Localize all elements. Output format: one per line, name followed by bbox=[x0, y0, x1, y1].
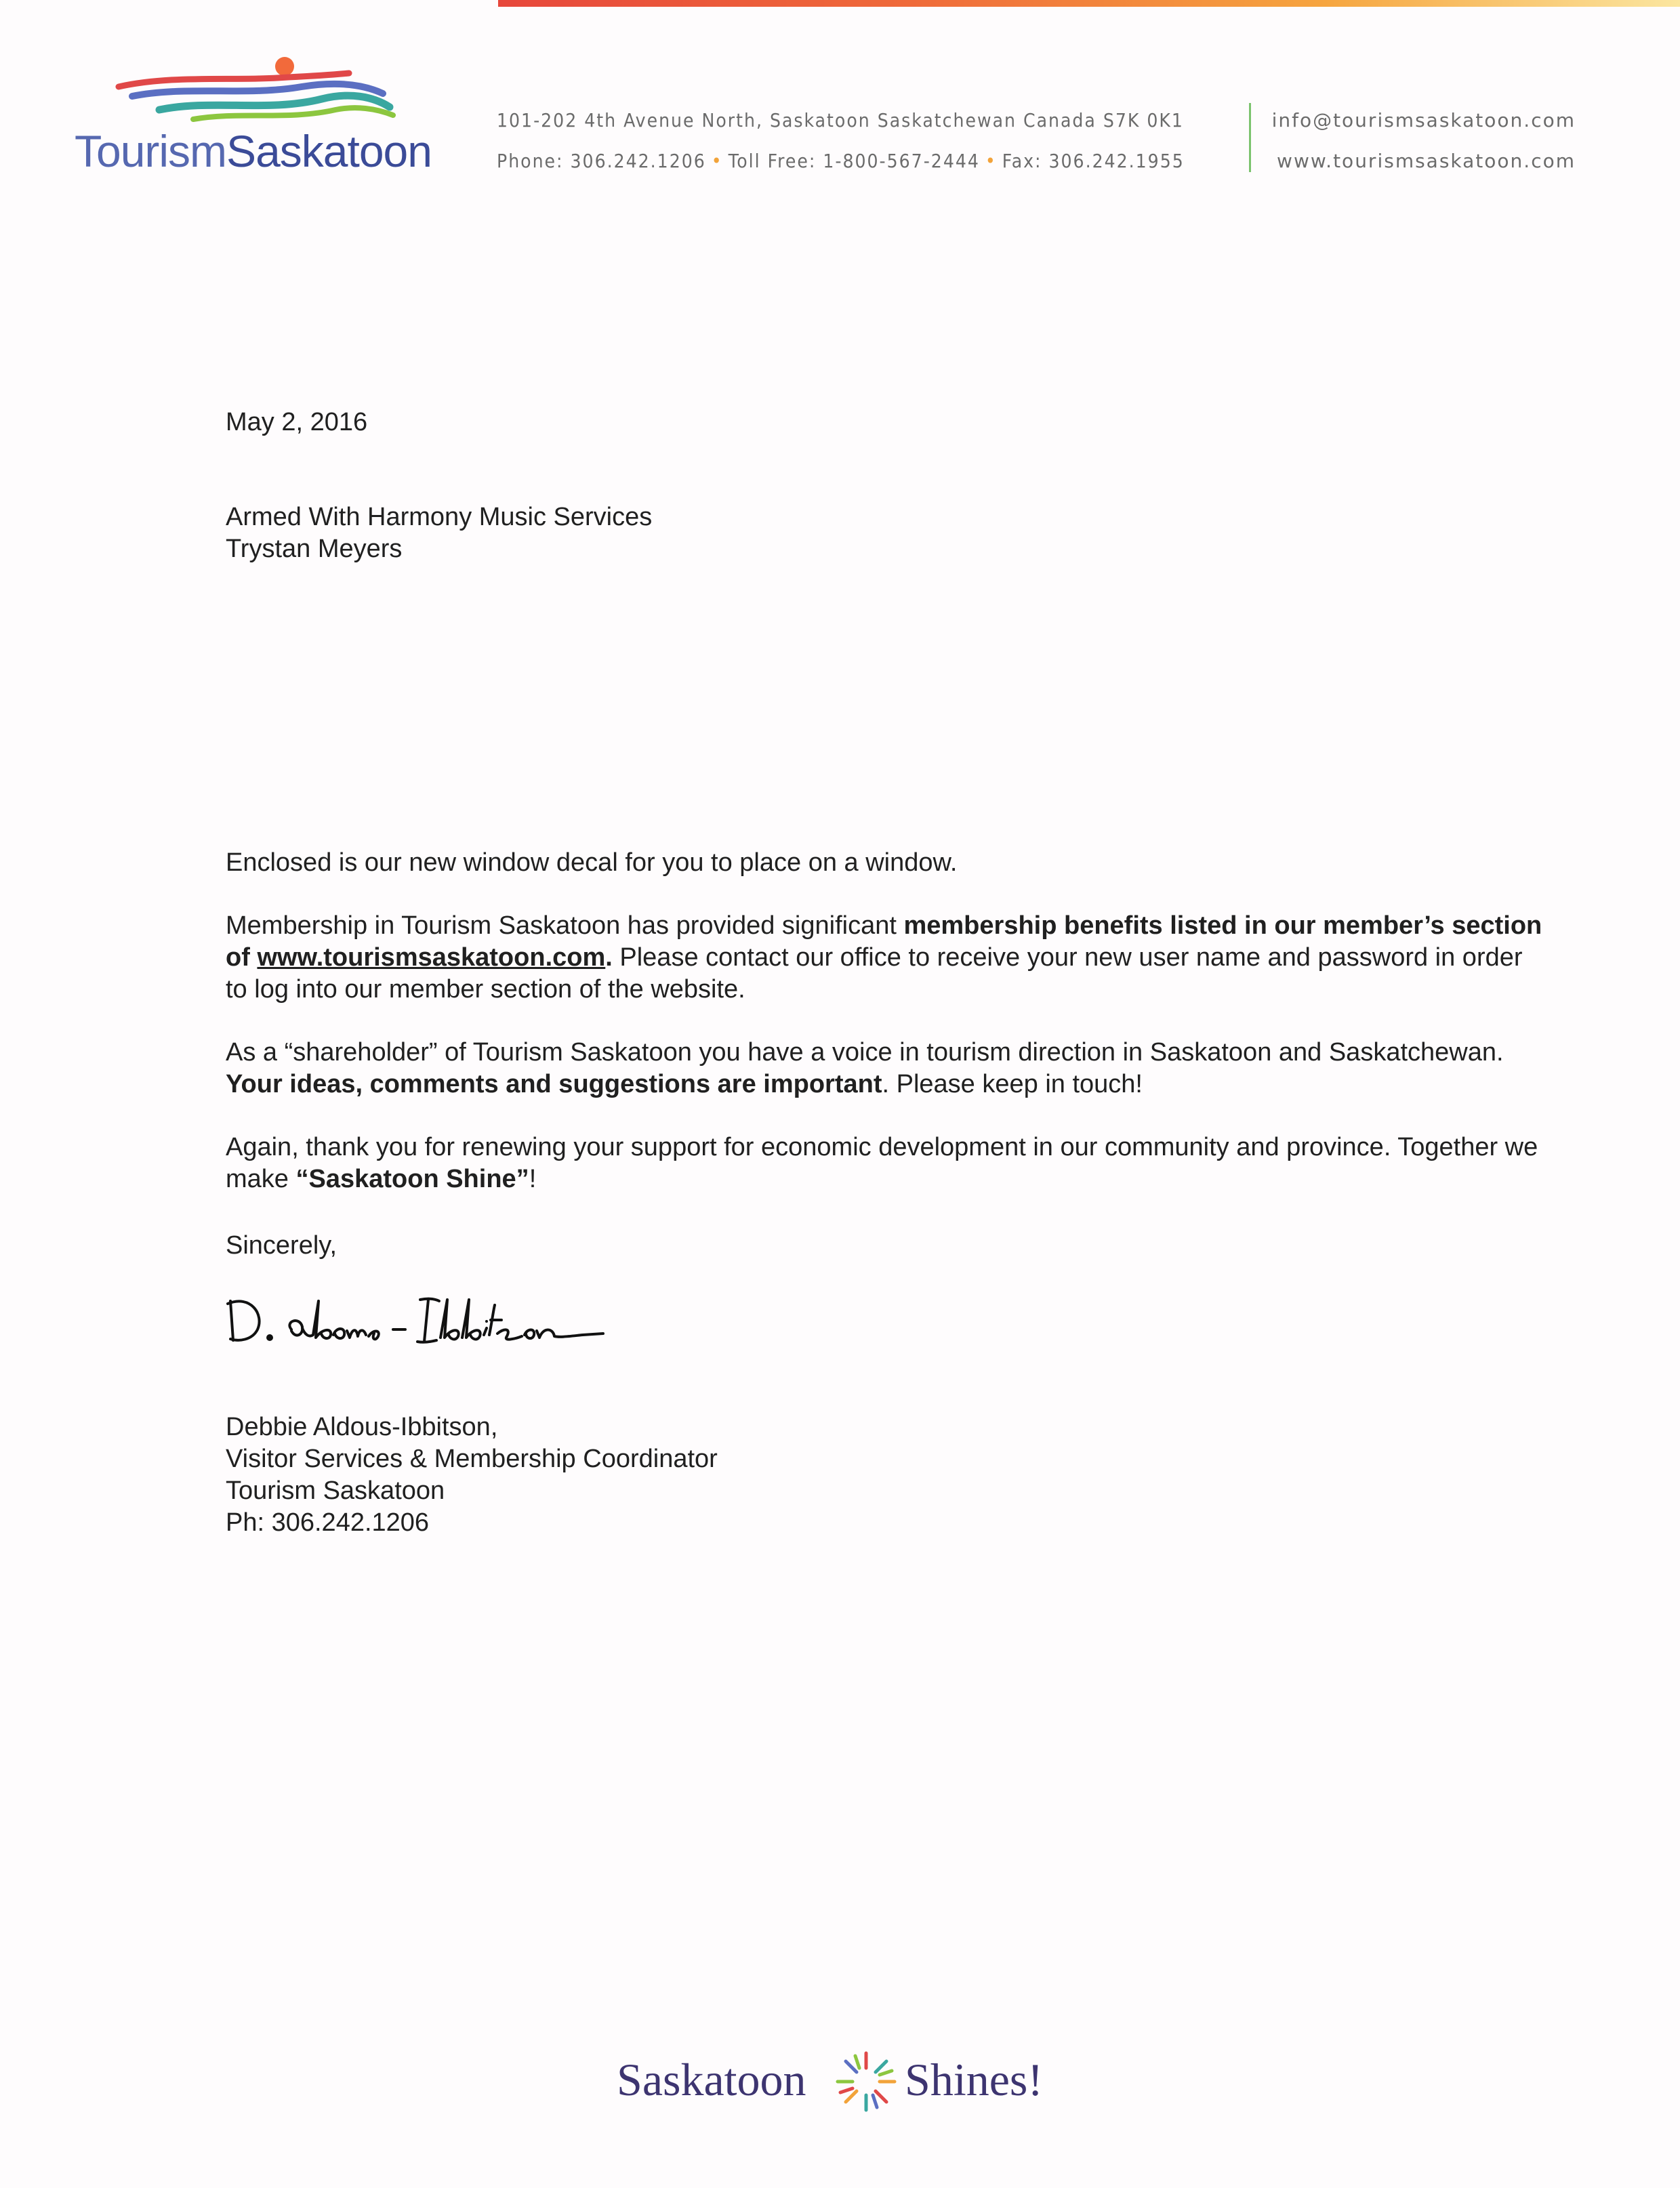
website-link[interactable]: www.tourismsaskatoon.com bbox=[1277, 150, 1576, 172]
contact-online bbox=[1272, 100, 1576, 182]
paragraph-4: Again, thank you for renewing your support for economic development in our community and province. Together we make “Saskatoon Shine”! bbox=[226, 1133, 1538, 1193]
signer-phone: Ph: 306.242.1206 bbox=[226, 1508, 430, 1537]
tourism-saskatoon-logo bbox=[75, 54, 432, 176]
toll-free: Toll Free: 1-800-567-2444 bbox=[728, 150, 980, 172]
bullet-icon: • bbox=[985, 150, 997, 172]
letter-body bbox=[226, 847, 1547, 1226]
website-link-inline[interactable]: www.tourismsaskatoon.com bbox=[257, 943, 606, 972]
signer-block bbox=[226, 1411, 1547, 1539]
top-color-stripe bbox=[498, 0, 1680, 7]
phone-line bbox=[497, 141, 1185, 182]
recipient-name: Trystan Meyers bbox=[226, 535, 403, 563]
contact-block bbox=[497, 100, 1185, 182]
signer-organization: Tourism Saskatoon bbox=[226, 1477, 445, 1505]
paragraph-1: Enclosed is our new window decal for you to place on a window. bbox=[226, 848, 958, 877]
email-link[interactable]: info@tourismsaskatoon.com bbox=[1271, 109, 1576, 131]
paragraph-3: As a “shareholder” of Tourism Saskatoon you have a voice in tourism direction in Saskatoon and Saskatchewan. Your ideas, comments and suggestions are important. Please keep in touch! bbox=[226, 1038, 1504, 1098]
closing: Sincerely, bbox=[226, 1231, 337, 1260]
logo-waves-icon bbox=[112, 54, 410, 129]
letter-date: May 2, 2016 bbox=[226, 408, 368, 436]
paragraph-2: Membership in Tourism Saskatoon has provided significant membership benefits listed in our member’s section of www.tourismsaskatoon.com. Please contact our office to receive your new user name and password in order to log into our member section of the website. bbox=[226, 911, 1542, 1004]
phone: Phone: 306.242.1206 bbox=[497, 150, 706, 172]
signer-name: Debbie Aldous-Ibbitson, bbox=[226, 1413, 498, 1441]
footer-word-shines: Shines! bbox=[905, 2054, 1043, 2105]
header-divider bbox=[1249, 103, 1251, 172]
recipient-company: Armed With Harmony Music Services bbox=[226, 503, 653, 531]
fax: Fax: 306.242.1955 bbox=[1002, 150, 1185, 172]
sparkle-icon bbox=[832, 2048, 900, 2115]
footer-word-saskatoon: Saskatoon bbox=[617, 2054, 806, 2105]
bullet-icon: • bbox=[711, 150, 723, 172]
handwritten-signature bbox=[224, 1281, 671, 1355]
address-line: 101-202 4th Avenue North, Saskatoon Saskatchewan Canada S7K 0K1 bbox=[497, 109, 1184, 131]
signature-icon bbox=[224, 1281, 671, 1355]
signer-title: Visitor Services & Membership Coordinator bbox=[226, 1445, 718, 1473]
saskatoon-shines-logo bbox=[617, 2053, 1064, 2121]
recipient-block bbox=[226, 501, 1547, 565]
logo-wordmark: TourismSaskatoon bbox=[75, 126, 432, 176]
